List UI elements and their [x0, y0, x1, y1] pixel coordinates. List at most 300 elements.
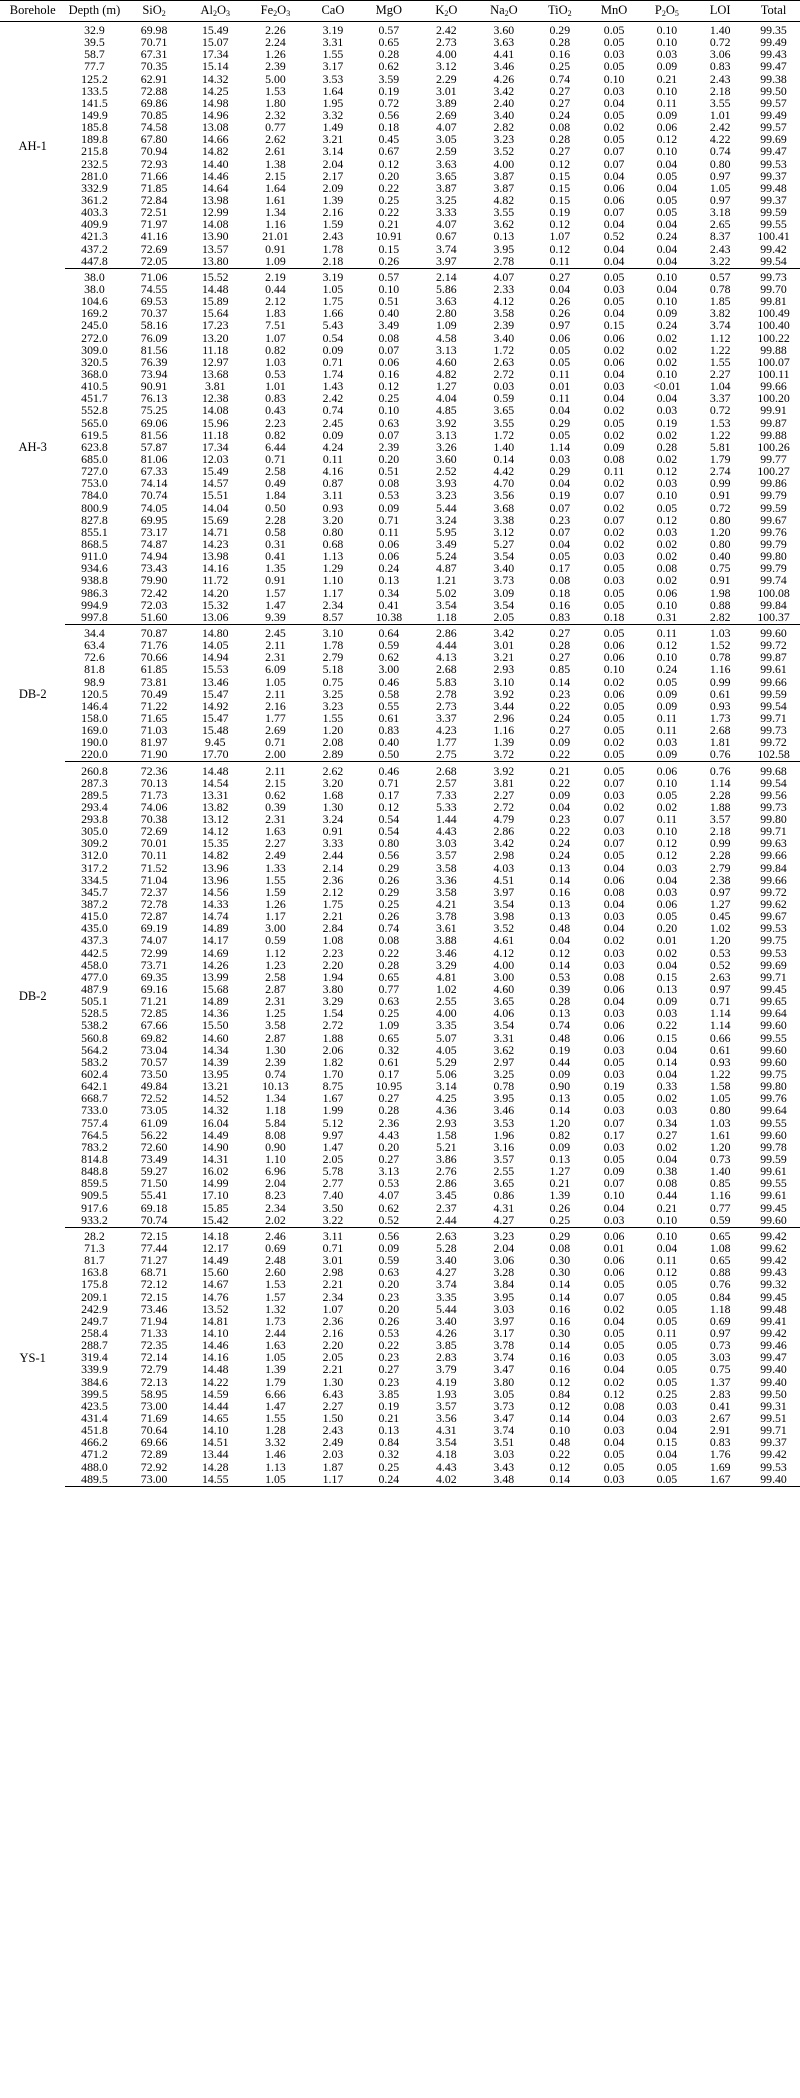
table-cell: 72.52	[140, 1091, 168, 1106]
table-cell: 565.0	[81, 415, 108, 430]
table-cell: 1.81	[709, 735, 731, 750]
table-row	[0, 922, 800, 934]
table-cell: 0.97	[709, 884, 731, 899]
table-cell: 410.5	[81, 379, 108, 394]
table-row	[0, 1032, 800, 1044]
table-cell: 0.26	[549, 306, 571, 321]
table-cell: 0.34	[656, 1115, 678, 1130]
table-row	[0, 874, 800, 886]
table-cell: 14.26	[202, 957, 229, 972]
table-cell: 99.49	[760, 108, 787, 123]
table-cell: 909.5	[81, 1188, 108, 1203]
table-cell: 71.06	[140, 269, 168, 284]
table-cell: 994.9	[81, 597, 108, 612]
table-cell: 14.69	[202, 945, 229, 960]
table-cell: 0.45	[378, 132, 400, 147]
table-cell: 0.11	[322, 451, 344, 466]
table-cell: 14.31	[202, 1152, 229, 1166]
table-cell: 76.13	[140, 391, 168, 406]
table-cell: 0.07	[603, 205, 625, 220]
table-cell: 4.13	[436, 650, 457, 665]
table-cell: 0.04	[603, 897, 625, 912]
table-cell: 3.87	[436, 180, 457, 195]
table-cell: 0.05	[603, 1277, 625, 1292]
table-cell: 784.0	[81, 488, 108, 503]
table-cell: 0.22	[378, 180, 400, 195]
table-cell: 4.03	[493, 860, 515, 875]
table-cell: 4.43	[436, 1459, 457, 1474]
table-cell: 3.01	[436, 83, 457, 98]
table-cell: 1.18	[265, 1103, 286, 1118]
table-cell: 0.07	[603, 144, 625, 159]
table-cell: 0.03	[603, 379, 625, 394]
table-cell: 3.54	[493, 1018, 515, 1033]
table-cell: 57.87	[140, 439, 168, 454]
table-cell: 4.61	[493, 933, 515, 948]
table-cell: 1.99	[322, 1103, 344, 1118]
table-cell: 15.96	[202, 415, 229, 430]
table-cell: 0.14	[656, 1054, 678, 1069]
table-cell: 368.0	[81, 367, 108, 381]
table-cell: 2.14	[436, 269, 457, 284]
col-header: LOI	[693, 1, 747, 22]
table-cell: 1.39	[265, 1362, 286, 1377]
table-cell: 2.75	[417, 748, 476, 762]
table-cell: 0.04	[603, 1435, 625, 1450]
table-cell: 0.01	[549, 379, 571, 394]
table-cell: 0.78	[709, 282, 731, 297]
table-cell: 71.22	[140, 698, 168, 713]
table-cell: 0.04	[656, 1240, 678, 1255]
table-cell: 70.11	[141, 848, 168, 863]
table-cell: 14.64	[202, 180, 229, 195]
table-cell: 99.42	[760, 1325, 787, 1340]
table-cell: 0.03	[603, 1139, 625, 1154]
table-cell: 3.00	[378, 662, 400, 677]
table-cell: 2.28	[265, 512, 286, 527]
table-cell: 0.02	[603, 427, 625, 442]
table-cell: 14.67	[202, 1277, 229, 1292]
table-cell: 293.8	[81, 812, 108, 827]
table-cell: 0.93	[709, 1054, 731, 1069]
table-cell: 4.31	[436, 1423, 457, 1438]
table-cell: 3.12	[436, 59, 457, 74]
table-cell: 0.02	[603, 1374, 625, 1389]
table-cell: 0.63	[378, 415, 400, 430]
table-cell: 0.14	[549, 872, 571, 887]
table-cell: 2.08	[322, 735, 344, 750]
table-cell: 4.22	[709, 132, 731, 147]
table-cell: 2.60	[265, 1265, 286, 1280]
table-cell: 0.07	[603, 1115, 625, 1130]
table-cell: 99.55	[760, 217, 787, 232]
table-cell: 0.02	[656, 342, 678, 357]
table-cell: 5.33	[436, 799, 457, 814]
table-cell: 458.0	[81, 957, 108, 972]
table-cell: 934.6	[81, 561, 108, 576]
col-header: TiO$_2$	[532, 1, 588, 22]
table-cell: 2.45	[322, 415, 344, 430]
table-cell: 0.03	[656, 884, 678, 899]
table-cell: 0.59	[378, 638, 400, 653]
table-cell: 2.73	[436, 35, 457, 50]
table-cell: 14.80	[202, 625, 229, 640]
table-cell: 6.43	[322, 1386, 344, 1401]
table-cell: 3.68	[493, 500, 515, 515]
table-cell: 0.17	[549, 561, 571, 576]
table-cell: 2.31	[265, 650, 286, 665]
table-row	[0, 36, 800, 48]
table-cell: 14.56	[202, 884, 229, 899]
table-row	[0, 1400, 800, 1412]
table-cell: 2.31	[265, 994, 286, 1009]
table-cell: 99.32	[760, 1277, 787, 1292]
col-header: $Fe_2O_3$	[246, 1, 305, 22]
table-cell: 71.03	[140, 723, 168, 738]
table-cell: 99.79	[760, 561, 787, 576]
table-cell: 0.27	[549, 83, 571, 98]
table-cell: 3.65	[436, 168, 457, 183]
table-cell: 1.34	[265, 205, 286, 220]
table-cell: 0.93	[322, 500, 344, 515]
table-row	[0, 574, 800, 586]
table-row	[0, 97, 800, 109]
table-cell: 0.99	[709, 476, 731, 491]
table-row	[0, 1189, 800, 1201]
table-cell: 2.43	[322, 229, 344, 244]
table-cell: 4.16	[322, 464, 344, 479]
table-cell: 51.60	[123, 611, 184, 625]
table-cell: 99.73	[760, 799, 787, 814]
table-cell: 0.05	[656, 500, 678, 515]
table-cell: 800.9	[81, 500, 108, 515]
table-cell: 0.15	[378, 241, 400, 256]
table-cell: 4.60	[436, 354, 457, 369]
table-cell: 0.04	[656, 391, 678, 406]
table-cell: 141.5	[81, 95, 108, 110]
table-cell: 71.33	[140, 1325, 168, 1340]
table-cell: 0.04	[656, 156, 678, 171]
table-row	[0, 194, 800, 206]
table-cell: 2.39	[265, 59, 286, 74]
table-cell: 0.82	[549, 1127, 571, 1142]
table-cell: 72.78	[140, 897, 168, 912]
table-row	[0, 675, 800, 687]
table-cell: 0.46	[378, 763, 400, 778]
table-cell: 4.41	[493, 47, 515, 62]
table-cell: 0.03	[656, 403, 678, 418]
table-cell: 399.5	[81, 1386, 108, 1401]
table-cell: 2.87	[265, 1030, 286, 1045]
table-cell: 305.0	[81, 824, 108, 839]
table-cell: 332.9	[81, 180, 108, 195]
table-cell: 1.94	[322, 969, 344, 984]
table-cell: 3.23	[322, 698, 344, 713]
table-cell: 99.67	[760, 909, 787, 924]
table-cell: 79.90	[140, 573, 168, 588]
table-cell: 1.96	[493, 1127, 515, 1142]
table-cell: 1.21	[436, 573, 457, 588]
borehole-group	[0, 1227, 800, 1486]
table-cell: 10.13	[262, 1079, 289, 1094]
table-cell: 1.05	[246, 1473, 305, 1487]
table-cell: 0.05	[656, 674, 678, 689]
table-cell: 0.58	[265, 524, 286, 539]
table-cell: 814.8	[81, 1152, 108, 1166]
table-cell: 99.84	[760, 860, 787, 875]
table-cell: 1.59	[265, 884, 286, 899]
table-cell: 0.04	[603, 391, 625, 406]
table-cell: 5.83	[436, 674, 457, 689]
table-cell: 0.06	[378, 536, 400, 551]
table-cell: 1.14	[709, 1006, 731, 1021]
table-cell: 4.00	[493, 957, 515, 972]
table-cell: 0.74	[378, 921, 400, 936]
table-cell: 0.03	[603, 1350, 625, 1365]
table-cell: 73.50	[140, 1067, 168, 1082]
table-cell: 1.05	[265, 1350, 286, 1365]
table-cell: 15.53	[202, 662, 229, 677]
table-cell: 190.0	[81, 735, 108, 750]
table-cell: 99.75	[760, 1067, 787, 1082]
table-cell: 3.42	[493, 83, 515, 98]
table-cell: 0.03	[588, 1214, 641, 1228]
table-cell: 1.22	[709, 1067, 731, 1082]
table-cell: 2.37	[436, 1200, 457, 1215]
table-row	[0, 453, 800, 465]
table-row	[0, 514, 800, 526]
table-cell: 2.43	[709, 241, 731, 256]
table-cell: 5.44	[436, 500, 457, 515]
table-row	[0, 489, 800, 501]
table-cell: 68.71	[140, 1265, 168, 1280]
table-cell: 1.09	[378, 1018, 400, 1033]
table-cell: 74.06	[140, 799, 168, 814]
table-cell: 0.05	[656, 909, 678, 924]
table-cell: 99.42	[760, 1228, 787, 1243]
table-cell: 70.64	[140, 1423, 168, 1438]
table-cell: 4.07	[436, 217, 457, 232]
table-cell: 0.02	[603, 476, 625, 491]
table-cell: 99.68	[760, 763, 787, 778]
table-cell: 0.27	[378, 1362, 400, 1377]
table-cell: 0.48	[549, 1435, 571, 1450]
table-cell: 0.03	[603, 1006, 625, 1021]
table-cell: 0.04	[656, 1423, 678, 1438]
table-cell: 0.65	[709, 1253, 731, 1268]
table-cell: 99.91	[760, 403, 787, 418]
table-cell: 14.89	[202, 994, 229, 1009]
header-row	[0, 1, 800, 22]
table-cell: <0.01	[653, 379, 681, 394]
table-cell: 2.04	[265, 1176, 286, 1191]
table-cell: 0.53	[709, 945, 731, 960]
borehole-group	[0, 624, 800, 762]
table-cell: 3.23	[493, 1228, 515, 1243]
table-cell: 421.3	[81, 229, 108, 244]
table-cell: 0.77	[265, 120, 286, 135]
table-cell: 70.13	[140, 775, 168, 790]
table-cell: 4.87	[436, 561, 457, 576]
table-row	[0, 651, 800, 663]
borehole-label: DB-2	[18, 988, 47, 1003]
table-cell: 281.0	[81, 168, 108, 183]
table-cell: 3.24	[322, 812, 344, 827]
table-cell: 2.44	[417, 1214, 476, 1228]
table-cell: 0.24	[549, 108, 571, 123]
table-cell: 0.23	[378, 1374, 400, 1389]
table-cell: 4.60	[493, 982, 515, 997]
table-row	[0, 158, 800, 170]
table-cell: 71.69	[140, 1410, 168, 1425]
table-cell: 0.04	[656, 1067, 678, 1082]
table-cell: 1.58	[436, 1127, 457, 1142]
table-cell: 0.06	[603, 982, 625, 997]
table-cell: 0.97	[709, 1325, 731, 1340]
table-cell: 0.25	[378, 1006, 400, 1021]
table-cell: 12.17	[202, 1240, 229, 1255]
table-cell: 0.08	[656, 561, 678, 576]
table-cell: 0.13	[656, 982, 678, 997]
table-cell: 4.44	[436, 638, 457, 653]
table-row	[0, 429, 800, 441]
table-cell: 1.34	[265, 1091, 286, 1106]
table-cell: 0.25	[532, 1214, 588, 1228]
table-row	[0, 109, 800, 121]
table-row	[0, 947, 800, 959]
table-cell: 10.95	[375, 1079, 403, 1094]
table-cell: 58.16	[140, 318, 168, 333]
table-cell: 0.09	[378, 500, 400, 515]
table-cell: 0.20	[378, 1301, 400, 1316]
table-cell: 5.95	[436, 524, 457, 539]
table-cell: 1.52	[709, 638, 731, 653]
table-cell: 1.55	[322, 47, 344, 62]
table-cell: 5.78	[322, 1164, 344, 1179]
table-cell: 99.64	[760, 1006, 787, 1021]
table-cell: 3.74	[436, 241, 457, 256]
table-cell: 0.97	[709, 193, 731, 208]
table-cell: 1.03	[709, 625, 731, 640]
table-cell: 1.16	[265, 217, 286, 232]
table-cell: 1.23	[265, 957, 286, 972]
table-cell: 81.06	[140, 451, 168, 466]
table-cell: 2.16	[322, 1325, 344, 1340]
table-cell: 69.06	[140, 415, 168, 430]
col-header: Total	[747, 1, 800, 22]
table-cell: 2.45	[265, 625, 286, 640]
table-cell: 0.01	[603, 1240, 625, 1255]
table-cell: 3.55	[493, 205, 515, 220]
table-cell: 0.28	[656, 439, 678, 454]
table-row	[0, 1448, 800, 1460]
table-cell: 72.89	[140, 1447, 168, 1462]
table-cell: 339.9	[81, 1362, 108, 1377]
table-cell: 0.29	[549, 415, 571, 430]
table-cell: 0.71	[378, 775, 400, 790]
table-cell: 0.29	[549, 23, 571, 38]
table-cell: 99.64	[760, 1103, 787, 1118]
table-cell: 0.22	[656, 1018, 678, 1033]
table-cell: 0.71	[322, 354, 344, 369]
table-cell: 99.61	[760, 1188, 787, 1203]
table-cell: 2.04	[493, 1240, 515, 1255]
table-cell: 0.03	[656, 860, 678, 875]
table-cell: 21.01	[262, 229, 289, 244]
table-cell: 71.50	[140, 1176, 168, 1191]
table-cell: 2.78	[476, 255, 532, 269]
table-cell: 38.0	[84, 269, 105, 284]
table-cell: 0.03	[603, 957, 625, 972]
table-cell: 0.12	[378, 156, 400, 171]
table-cell: 0.09	[322, 427, 344, 442]
table-cell: 1.88	[322, 1030, 344, 1045]
table-cell: 8.37	[709, 229, 731, 244]
table-cell: 99.55	[760, 1115, 787, 1130]
table-cell: 3.11	[322, 488, 344, 503]
table-cell: 14.34	[202, 1042, 229, 1057]
table-cell: 0.13	[378, 1423, 400, 1438]
table-cell: 0.05	[603, 710, 625, 725]
table-cell: 3.74	[493, 1350, 515, 1365]
table-cell: 3.58	[436, 860, 457, 875]
table-cell: 0.15	[656, 1030, 678, 1045]
table-cell: 1.58	[709, 1079, 731, 1094]
table-cell: 99.65	[760, 994, 787, 1009]
table-cell: 3.22	[693, 255, 747, 269]
table-cell: 2.11	[265, 686, 286, 701]
table-row	[0, 1327, 800, 1339]
table-row	[0, 586, 800, 598]
table-cell: 0.87	[322, 476, 344, 491]
table-cell: 0.08	[549, 573, 571, 588]
table-cell: 4.00	[436, 47, 457, 62]
table-cell: 0.08	[378, 476, 400, 491]
table-cell: 0.05	[603, 415, 625, 430]
table-cell: 3.25	[436, 193, 457, 208]
table-cell: 3.55	[709, 95, 731, 110]
table-cell: 0.29	[378, 884, 400, 899]
table-cell: 72.85	[140, 1006, 168, 1021]
table-cell: 3.54	[493, 897, 515, 912]
table-cell: 0.13	[549, 909, 571, 924]
table-cell: 0.03	[603, 282, 625, 297]
table-row	[0, 1436, 800, 1448]
table-cell: 0.65	[378, 35, 400, 50]
table-row	[0, 1007, 800, 1019]
table-cell: 56.22	[140, 1127, 168, 1142]
table-cell: 0.09	[656, 59, 678, 74]
table-cell: 911.0	[81, 549, 108, 564]
table-cell: 5.02	[436, 585, 457, 600]
table-cell: 74.14	[140, 476, 168, 491]
table-cell: 3.95	[493, 241, 515, 256]
table-cell: 3.85	[436, 1338, 457, 1353]
table-cell: 1.44	[436, 812, 457, 827]
table-cell: 0.54	[378, 812, 400, 827]
table-cell: 0.14	[549, 1338, 571, 1353]
table-cell: 0.08	[549, 120, 571, 135]
table-cell: 4.70	[493, 476, 515, 491]
table-cell: 442.5	[81, 945, 108, 960]
table-cell: 0.68	[322, 536, 344, 551]
table-cell: 1.18	[709, 1301, 731, 1316]
table-cell: 72.51	[140, 205, 168, 220]
table-cell: 0.28	[549, 638, 571, 653]
table-cell: 1.77	[265, 710, 286, 725]
table-cell: 17.10	[202, 1188, 229, 1203]
table-cell: 100.27	[757, 464, 790, 479]
